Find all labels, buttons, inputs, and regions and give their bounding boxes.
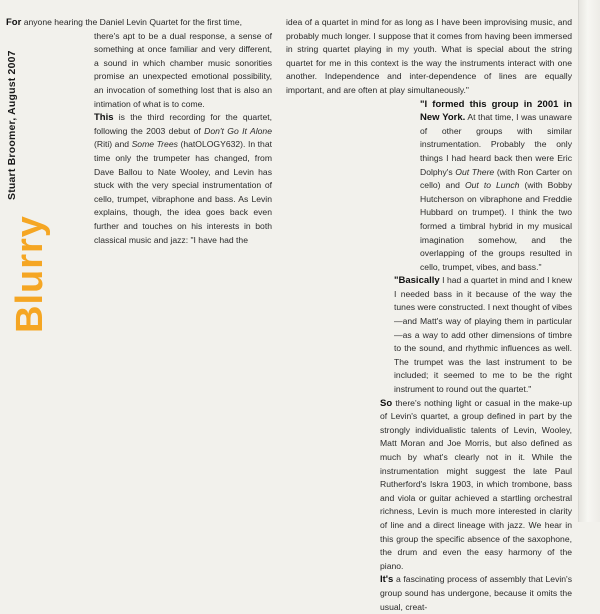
author-date-line: Stuart Broomer, August 2007: [6, 50, 18, 200]
essay-title: Blurry: [9, 215, 51, 333]
paragraph-lead-word: "Basically: [394, 275, 440, 287]
paragraph: idea of a quartet in mind for as long as I have been improvising music, and probably much longer. I suppose that it comes from having been immersed in string quartet playing in my youth. What is special about the string quartet for me in this context is the way the instruments interact with one another. Independence and inter-dependence of lines are equally important, and are often at play simultaneously.": [286, 17, 572, 95]
paragraph-text: is the third recording for the quartet, following the 2003 debut of: [94, 112, 272, 136]
paragraph: [286, 397, 572, 574]
paragraph-text: a fascinating process of assembly that Levin's group sound has undergone, because it omits the usual, creat-: [380, 574, 572, 612]
paragraph-text: (with Bobby Hutcherson on vibraphone and Freddie Hubbard on trumpet). I think the two formed a timbral hybrid in my musical imagination somehow, and the overlapping of the groups resulted in cello, trumpet, vibes, and bass.": [420, 180, 573, 272]
paragraph-text: (hatOLOGY632). In that time only the trumpeter has changed, from Dave Ballou to Nate Wooley, and Levin has stuck with the very special instrumentation of cello, trumpet, vibraphone and bass. As Levin explains, though, the idea goes back even further and touches on his interests in both classical music and jazz: "I have had the: [94, 139, 273, 245]
paragraph: [6, 16, 272, 30]
album-title: Some Trees: [131, 139, 178, 150]
paragraph: [286, 98, 572, 275]
paragraph: [286, 274, 572, 396]
album-title: Don't Go It Alone: [204, 125, 272, 136]
paragraph-continued: there's apt to be a dual response, a sense of something at once familiar and very different, a sound in which chamber music sonorities promise an unexpected emotional possibility, an invocation of something lost that is also an intimation of what is to come.: [94, 30, 272, 109]
paragraph-text: I had a quartet in mind and I knew I needed bass in it because of the way the tunes were constructed. I next thought of vibes—and Matt's way of playing them in particular—as a way to add other dimensions of timbre to the sound, and rhythmic influences as well. The trumpet was the last instrument to be included; it seemed to me to be the right instrument to round out the quartet.": [394, 275, 572, 395]
paragraph-text: At that time, I was unaware of other groups with similar instrumentation. Probably the only things I had heard back then were Eric Dolphy's: [420, 112, 572, 177]
paragraph-lead-word: This: [94, 112, 114, 124]
paragraph-lead-word: It's: [380, 574, 394, 586]
paragraph-text: (with Ron Carter on cello) and: [420, 166, 572, 191]
paragraph-lead-word: For: [6, 17, 22, 28]
paragraph-lead-word: So: [380, 397, 393, 409]
paragraph-text: (Riti) and: [94, 139, 132, 150]
paragraph-text: there's nothing light or casual in the make-up of Levin's quartet, a group defined in part by the strongly individualistic talents of Levin, Wooley, Matt Moran and Joe Morris, but also defined as much by what's clearly not in it. While the instrumentation might suggest the late Paul Rutherford's Iskra 1903, in which trombone, bass and viola or guitar achieved a startling orchestral richness, Levin is much more interested in clarity of line and a direct lineage with jazz. We hear in this group the specific absence of the saxophone, the drum and even the easy harmony of the piano.: [380, 397, 572, 571]
text-column-left: [6, 16, 272, 247]
album-title: Out There: [455, 166, 495, 177]
page-fold-gutter: [578, 0, 600, 522]
paragraph-lead-word: "I formed this group in 2001 in New York.: [420, 98, 572, 124]
paragraph-text: anyone hearing the Daniel Levin Quartet for the first time,: [21, 17, 243, 27]
paragraph: [286, 573, 572, 614]
album-title: Out to Lunch: [464, 180, 520, 191]
paragraph: [6, 111, 272, 247]
text-column-right: [286, 16, 572, 614]
